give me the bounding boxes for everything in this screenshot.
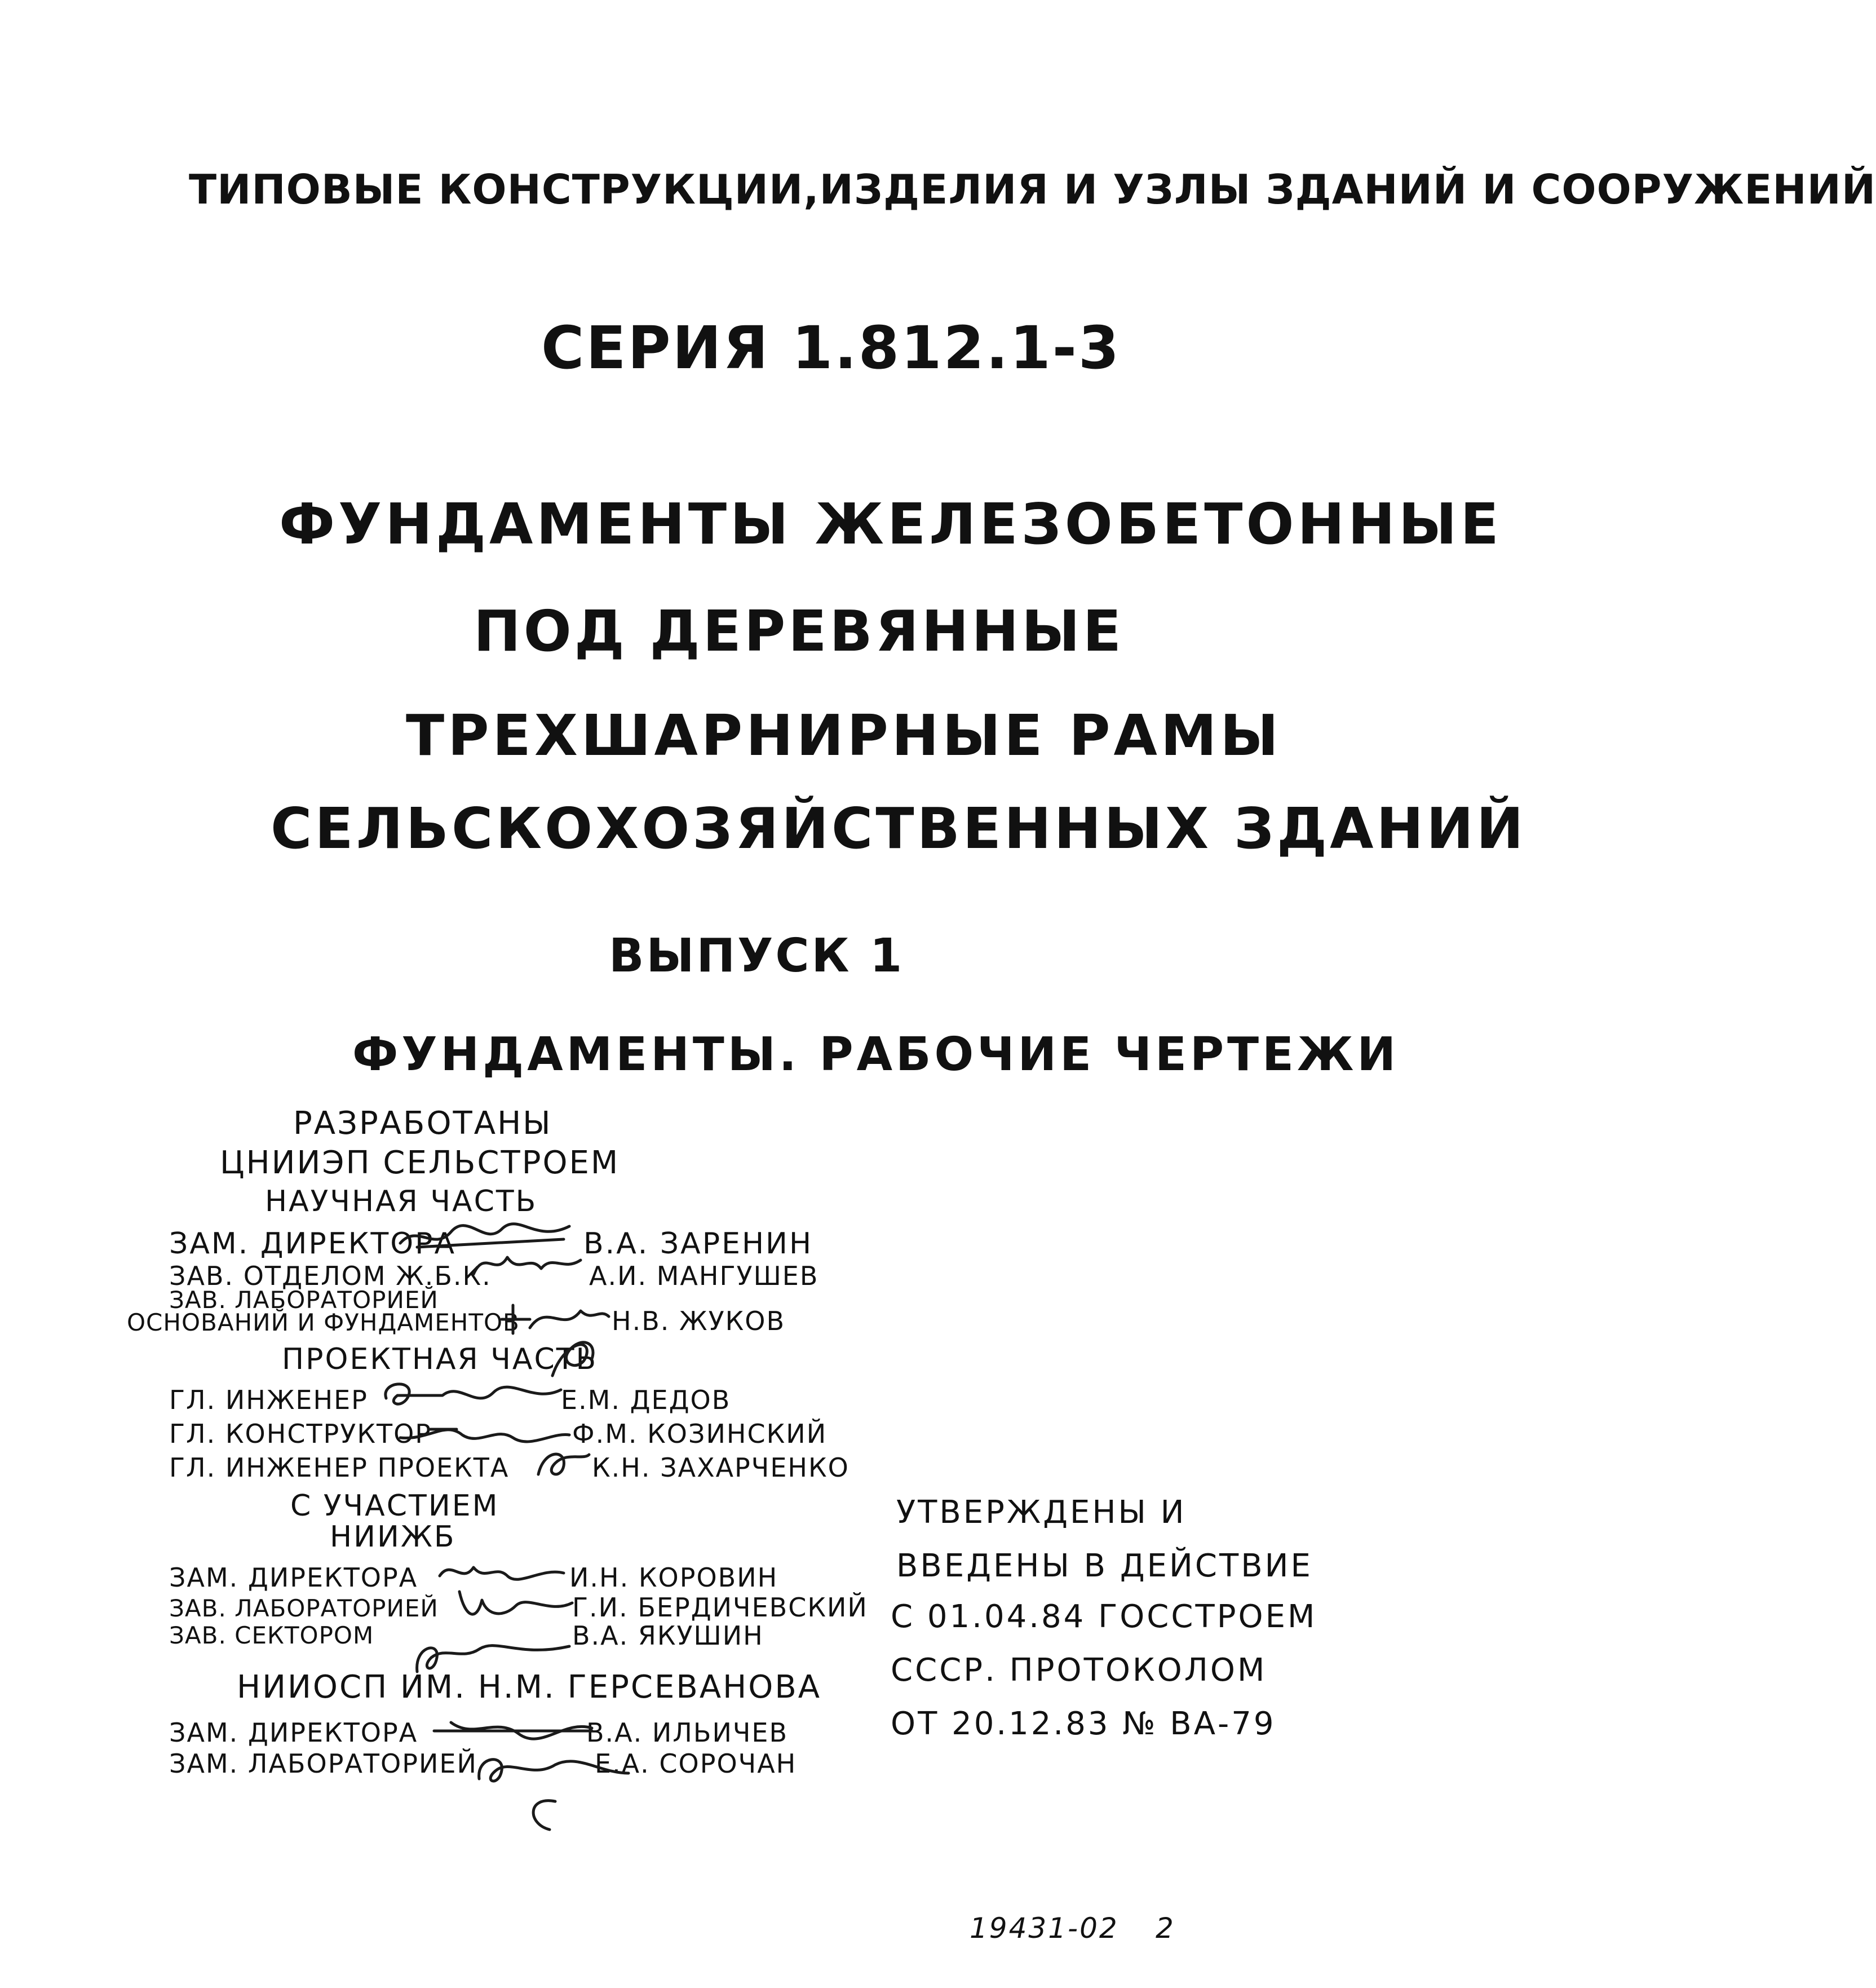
document-code: 19431-02: [970, 1912, 1119, 1945]
organization-3: НИИОСП ИМ. Н.М. ГЕРСЕВАНОВА: [237, 1669, 822, 1706]
approval-line-2: ВВЕДЕНЫ В ДЕЙСТВИЕ: [896, 1548, 1313, 1584]
credit-name-10: В.А. ИЛЬИЧЕВ: [586, 1717, 789, 1748]
approval-line-3: С 01.04.84 ГОССТРОЕМ: [891, 1598, 1317, 1635]
approval-line-5: ОТ 20.12.83 № ВА-79: [891, 1706, 1276, 1742]
credit-role-3a: ЗАВ. ЛАБОРАТОРИЕЙ: [169, 1286, 439, 1314]
credit-role-11: ЗАМ. ЛАБОРАТОРИЕЙ: [169, 1748, 477, 1779]
credit-name-7: И.Н. КОРОВИН: [569, 1562, 778, 1593]
credit-name-8: Г.И. БЕРДИЧЕВСКИЙ: [572, 1592, 868, 1623]
page-number: 2: [1156, 1912, 1175, 1945]
document-subtitle: ФУНДАМЕНТЫ. РАБОЧИЕ ЧЕРТЕЖИ: [352, 1028, 1400, 1081]
credit-role-7: ЗАМ. ДИРЕКТОРА: [169, 1562, 418, 1593]
organization-2: НИИЖБ: [330, 1520, 456, 1554]
credit-role-5: ГЛ. КОНСТРУКТОР: [169, 1419, 432, 1449]
credit-name-4: Е.М. ДЕДОВ: [561, 1385, 731, 1415]
title-line-4: СЕЛЬСКОХОЗЯЙСТВЕННЫХ ЗДАНИЙ: [271, 796, 1527, 862]
signature-berdichevsky: [454, 1583, 578, 1625]
credit-name-6: К.Н. ЗАХАРЧЕНКО: [592, 1452, 849, 1483]
credit-role-10: ЗАМ. ДИРЕКТОРА: [169, 1717, 418, 1748]
title-line-1: ФУНДАМЕНТЫ ЖЕЛЕЗОБЕТОННЫЕ: [279, 491, 1502, 557]
scientific-part-label: НАУЧНАЯ ЧАСТЬ: [265, 1185, 538, 1218]
header-line: ТИПОВЫЕ КОНСТРУКЦИИ,ИЗДЕЛИЯ И УЗЛЫ ЗДАНИЙ И СООРУЖЕНИЙ: [189, 166, 1876, 213]
credit-name-1: В.А. ЗАРЕНИН: [583, 1227, 813, 1261]
credit-role-2: ЗАВ. ОТДЕЛОМ Ж.Б.К.: [169, 1261, 492, 1291]
issue-number: ВЫПУСК 1: [609, 929, 905, 983]
credit-name-11: Е.А. СОРОЧАН: [595, 1748, 797, 1779]
credit-role-8: ЗАВ. ЛАБОРАТОРИЕЙ: [169, 1594, 439, 1622]
title-line-3: ТРЕХШАРНИРНЫЕ РАМЫ: [406, 703, 1282, 768]
signature-yakushin: [406, 1629, 575, 1680]
credit-role-6: ГЛ. ИНЖЕНЕР ПРОЕКТА: [169, 1452, 510, 1483]
credit-role-1: ЗАМ. ДИРЕКТОРА: [169, 1227, 457, 1261]
signature-zakharchenko: [533, 1441, 595, 1486]
approval-line-4: СССР. ПРОТОКОЛОМ: [891, 1652, 1267, 1689]
credit-role-4: ГЛ. ИНЖЕНЕР: [169, 1385, 368, 1415]
credit-name-3: Н.В. ЖУКОВ: [612, 1306, 786, 1336]
organization-1: ЦНИИЭП СЕЛЬСТРОЕМ: [220, 1145, 620, 1181]
series-number: СЕРИЯ 1.812.1-3: [541, 313, 1121, 382]
developed-label: РАЗРАБОТАНЫ: [293, 1105, 552, 1142]
credit-name-9: В.А. ЯКУШИН: [572, 1620, 764, 1651]
credit-name-2: А.И. МАНГУШЕВ: [589, 1261, 819, 1291]
project-part-label: ПРОЕКТНАЯ ЧАСТЬ: [282, 1342, 598, 1376]
title-line-2: ПОД ДЕРЕВЯННЫЕ: [474, 598, 1125, 664]
credit-role-3b: ОСНОВАНИЙ И ФУНДАМЕНТОВ: [127, 1309, 520, 1336]
approval-line-1: УТВЕРЖДЕНЫ И: [896, 1494, 1187, 1531]
credit-role-9: ЗАВ. СЕКТОРОМ: [169, 1622, 374, 1649]
signature-sorochan: [471, 1739, 640, 1835]
credit-name-5: Ф.М. КОЗИНСКИЙ: [572, 1419, 828, 1449]
with-participation-label: С УЧАСТИЕМ: [290, 1489, 499, 1523]
signature-mangushev: [468, 1243, 586, 1283]
